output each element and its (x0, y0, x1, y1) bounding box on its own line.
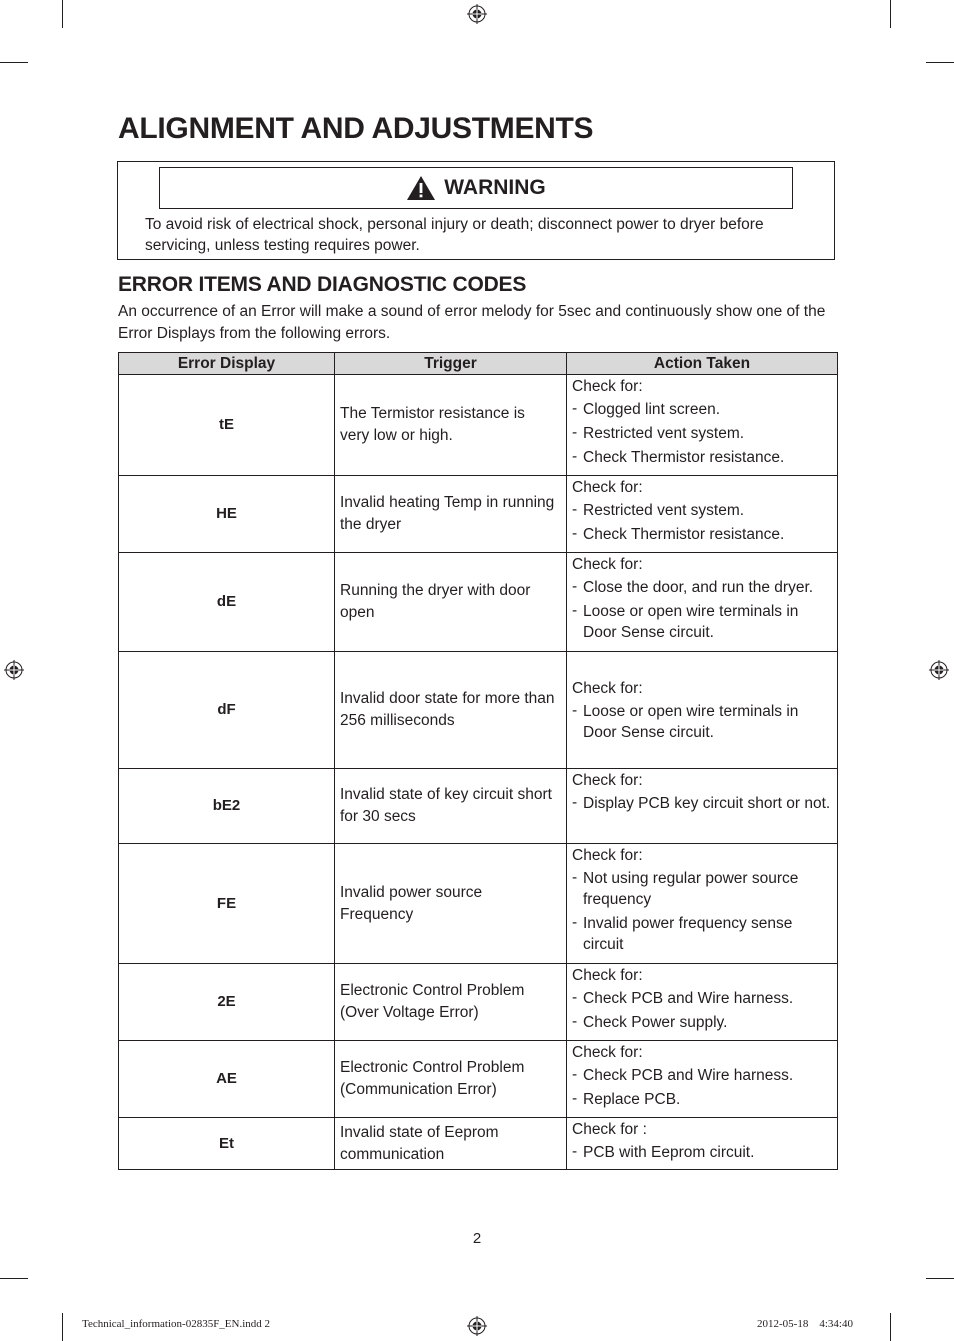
action-item: - Loose or open wire terminals in Door Sense circuit. (572, 602, 799, 641)
error-trigger: Invalid state of key circuit short for 30 secs (335, 769, 567, 844)
error-action (567, 476, 838, 553)
column-header-trigger: Trigger (335, 353, 567, 375)
error-code: 2E (119, 964, 335, 1041)
table-row (119, 553, 838, 652)
action-item: - Invalid power frequency sense circuit (572, 914, 793, 953)
crop-mark (890, 0, 891, 28)
action-item: - PCB with Eeprom circuit. (572, 1143, 755, 1161)
file-slug: Technical_information-02835F_EN.indd 2 (82, 1318, 271, 1330)
action-item: - Not using regular power source frequency (572, 869, 799, 908)
action-item: - Replace PCB. (572, 1090, 681, 1108)
action-heading: Check for: (572, 679, 643, 697)
registration-mark-icon (4, 660, 24, 680)
action-heading: Check for: (572, 967, 643, 984)
warning-header (159, 167, 793, 209)
section-intro: An occurrence of an Error will make a sound of error melody for 5sec and continuously show one of the Error Displays from the following errors. (118, 303, 826, 342)
error-trigger: Invalid state of Eeprom communication (335, 1118, 567, 1170)
action-heading: Check for: (572, 378, 643, 395)
table-row (119, 1041, 838, 1118)
error-trigger: The Termistor resistance is very low or high. (335, 375, 567, 476)
table-row (119, 652, 838, 769)
action-heading: Check for: (572, 772, 643, 789)
column-header-error-display: Error Display (119, 353, 335, 375)
action-item: - Check Thermistor resistance. (572, 448, 785, 466)
section-title: ERROR ITEMS AND DIAGNOSTIC CODES (118, 273, 527, 296)
column-header-action-taken: Action Taken (567, 353, 838, 375)
action-item: - Clogged lint screen. (572, 400, 720, 418)
table-header-row (119, 353, 838, 375)
warning-text: To avoid risk of electrical shock, personal injury or death; disconnect power to dryer before servicing, unless testing requires power. (145, 216, 764, 254)
error-trigger: Electronic Control Problem (Communication Error) (335, 1041, 567, 1118)
error-trigger: Invalid power source Frequency (335, 844, 567, 964)
error-code: dE (119, 553, 335, 652)
error-code: bE2 (119, 769, 335, 844)
error-action (567, 769, 838, 844)
action-item: - Restricted vent system. (572, 501, 745, 519)
action-item: - Check PCB and Wire harness. (572, 1066, 794, 1084)
error-action (567, 553, 838, 652)
action-item: - Check PCB and Wire harness. (572, 989, 794, 1007)
action-heading: Check for: (572, 556, 643, 573)
error-code: tE (119, 375, 335, 476)
error-code: HE (119, 476, 335, 553)
action-heading: Check for: (572, 847, 643, 864)
table-row (119, 375, 838, 476)
table-row (119, 476, 838, 553)
table-row (119, 844, 838, 964)
error-code: Et (119, 1118, 335, 1170)
warning-box (117, 161, 835, 260)
table-row (119, 964, 838, 1041)
registration-mark-icon (929, 660, 949, 680)
registration-mark-icon (467, 1316, 487, 1336)
registration-mark-icon (467, 4, 487, 24)
error-trigger: Invalid heating Temp in running the dryer (335, 476, 567, 553)
error-action (567, 375, 838, 476)
crop-mark (890, 1313, 891, 1341)
action-heading: Check for: (572, 1044, 643, 1061)
error-code: AE (119, 1041, 335, 1118)
error-codes-table (118, 352, 838, 1170)
action-item: - Check Thermistor resistance. (572, 525, 785, 543)
crop-mark (926, 1278, 954, 1279)
error-action (567, 964, 838, 1041)
action-item: - Close the door, and run the dryer. (572, 578, 814, 596)
action-heading: Check for: (572, 479, 643, 496)
table-row (119, 769, 838, 844)
table-row (119, 1118, 838, 1170)
page-title: ALIGNMENT AND ADJUSTMENTS (118, 112, 594, 145)
page-number: 2 (472, 1230, 482, 1247)
action-item: - Check Power supply. (572, 1013, 728, 1031)
action-item: - Display PCB key circuit short or not. (572, 794, 831, 812)
date-slug: 2012-05-18 4:34:40 (757, 1318, 853, 1330)
action-item: - Loose or open wire terminals in Door Sense circuit. (572, 701, 799, 741)
crop-mark (0, 62, 28, 63)
warning-label: WARNING (444, 176, 546, 199)
warning-triangle-icon (406, 175, 436, 201)
crop-mark (0, 1278, 28, 1279)
error-code: FE (119, 844, 335, 964)
crop-mark (62, 1313, 63, 1341)
action-heading: Check for : (572, 1121, 647, 1138)
error-trigger: Electronic Control Problem (Over Voltage Error) (335, 964, 567, 1041)
crop-mark (926, 62, 954, 63)
error-action (567, 1118, 838, 1170)
error-trigger: Invalid door state for more than 256 milliseconds (335, 652, 567, 769)
crop-mark (62, 0, 63, 28)
error-action (567, 1041, 838, 1118)
action-item: - Restricted vent system. (572, 424, 745, 442)
error-action (567, 844, 838, 964)
error-trigger: Running the dryer with door open (335, 553, 567, 652)
error-action (567, 652, 838, 769)
error-code: dF (119, 652, 335, 769)
